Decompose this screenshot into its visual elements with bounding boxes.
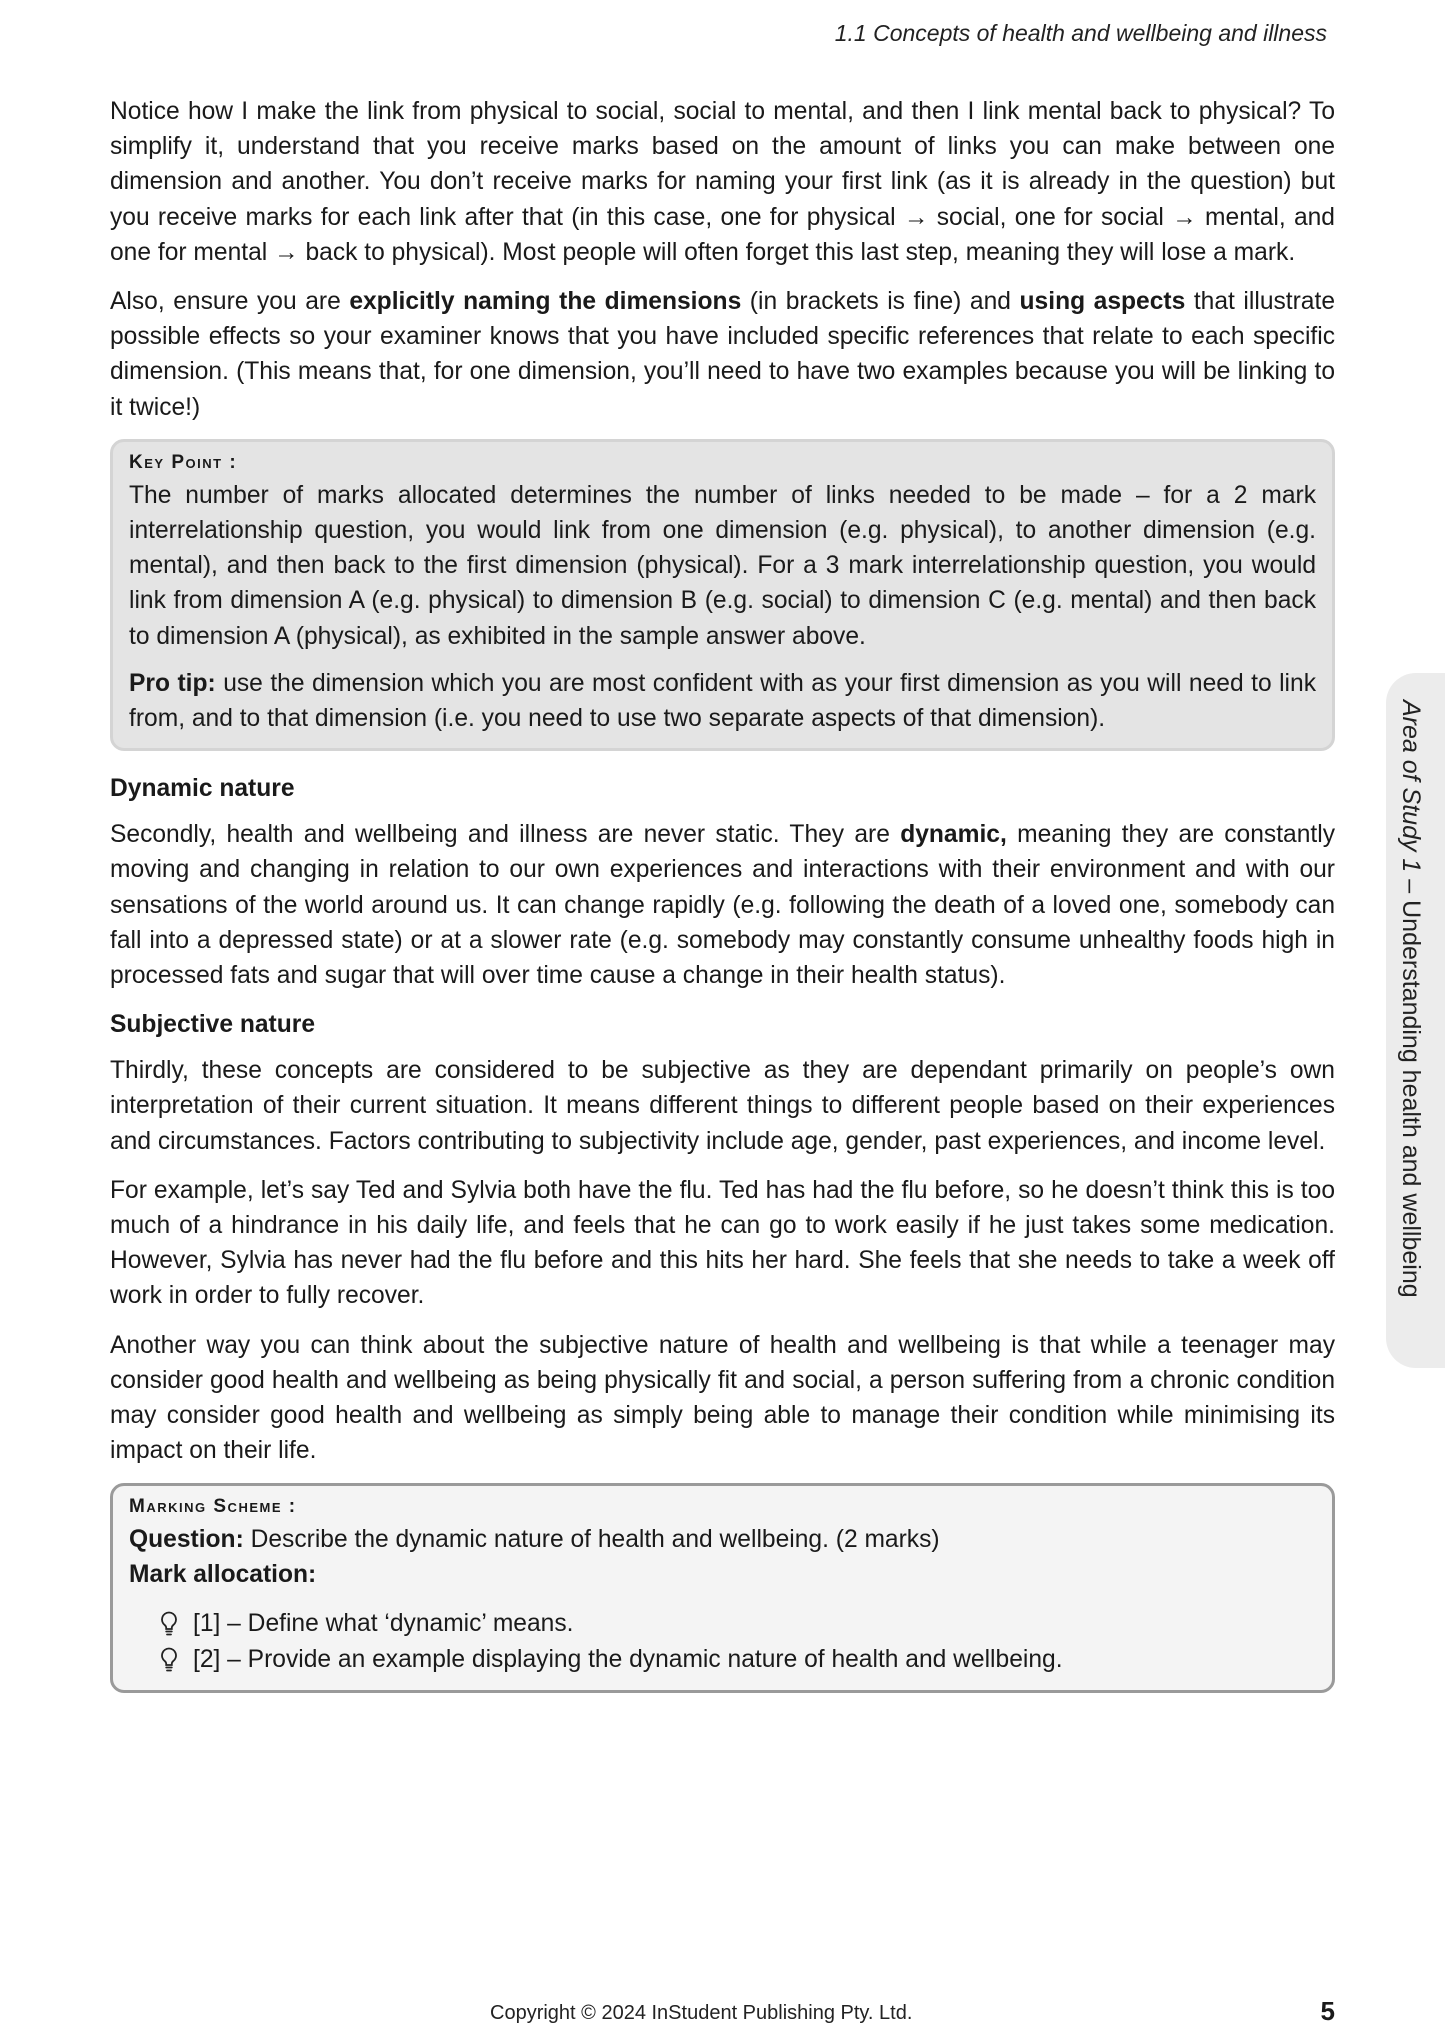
marking-scheme-box bbox=[110, 1483, 1335, 1693]
text-run: (in brackets is fine) and bbox=[741, 288, 1020, 316]
side-tab-italic: Area of Study 1 bbox=[1397, 700, 1425, 873]
question-label: Question: bbox=[129, 1525, 244, 1553]
lightbulb-icon bbox=[159, 1611, 179, 1637]
dynamic-heading: Dynamic nature bbox=[110, 775, 295, 803]
bold-run: using aspects bbox=[1019, 288, 1186, 316]
lightbulb-icon bbox=[159, 1647, 179, 1673]
page-number: 5 bbox=[1320, 1996, 1335, 2026]
question-text: Describe the dynamic nature of health and wellbeing. (2 marks) bbox=[243, 1525, 940, 1553]
key-point-label: Key Point : bbox=[129, 451, 238, 473]
dimensions-paragraph bbox=[110, 284, 1335, 425]
page-content bbox=[110, 94, 1335, 1715]
question-line bbox=[129, 1522, 1316, 1557]
text-run: Secondly, health and wellbeing and illness are never static. They are bbox=[110, 821, 901, 849]
running-head: 1.1 Concepts of health and wellbeing and illness bbox=[834, 20, 1327, 46]
mark-allocation-text: Mark allocation: bbox=[129, 1560, 317, 1588]
mark-allocation-label bbox=[129, 1557, 1316, 1592]
marking-scheme-label: Marking Scheme : bbox=[129, 1495, 297, 1517]
list-item bbox=[159, 1642, 1316, 1678]
key-point-box bbox=[110, 439, 1335, 751]
list-item-text: [1] – Define what ‘dynamic’ means. bbox=[193, 1609, 574, 1637]
subjective-heading: Subjective nature bbox=[110, 1011, 316, 1039]
copyright: Copyright © 2024 InStudent Publishing Pty. Ltd. bbox=[490, 2002, 913, 2024]
subjective-paragraph-3: Another way you can think about the subjective nature of health and wellbeing is that while a teenager may consider good health and wellbeing as being physically fit and social, a person suffering from a chronic condition may consider good health and wellbeing as simply being able to manage their condition while minimising its impact on their life. bbox=[110, 1331, 1335, 1465]
list-item bbox=[159, 1606, 1316, 1642]
pro-tip-text: use the dimension which you are most confident with as your first dimension as you will need to link from, and to that dimension (i.e. you need to use two separate aspects of that dimension). bbox=[129, 669, 1316, 733]
subjective-paragraph-2: For example, let’s say Ted and Sylvia both have the flu. Ted has had the flu before, so he doesn’t think this is too much of a hindrance in his daily life, and feels that he can go to work easily if he just takes some medication. However, Sylvia has never had the flu before and this hits her hard. She feels that she needs to take a week off work in order to fully recover. bbox=[110, 1176, 1335, 1310]
key-point-text: The number of marks allocated determines the number of links needed to be made – for a 2 mark interrelationship question, you would link from one dimension (e.g. physical), to another dimension (e.g. mental), and then back to the first dimension (physical). For a 3 mark interrelationship question, you would link from dimension A (e.g. physical) to dimension B (e.g. social) to dimension C (e.g. mental) and then back to dimension A (physical), as exhibited in the sample answer above. bbox=[129, 481, 1316, 650]
text-run: Also, ensure you are bbox=[110, 288, 350, 316]
pro-tip bbox=[129, 666, 1316, 736]
intro-paragraph: Notice how I make the link from physical to social, social to mental, and then I link mental back to physical? To simplify it, understand that you receive marks based on the amount of links you can make between one dimension and another. You don’t receive marks for naming your first link (as it is already in the question) but you receive marks for each link after that (in this case, one for physical → social, one for social → mental, and one for mental → back to physical). Most people will often forget this last step, meaning they will lose a mark. bbox=[110, 98, 1335, 266]
list-item-text: [2] – Provide an example displaying the dynamic nature of health and wellbeing. bbox=[193, 1645, 1063, 1673]
dynamic-paragraph bbox=[110, 817, 1335, 993]
side-tab-rest: – Understanding health and wellbeing bbox=[1397, 872, 1425, 1298]
mark-allocation-list bbox=[129, 1606, 1316, 1678]
bold-run: explicitly naming the dimensions bbox=[349, 288, 742, 316]
bold-run: dynamic, bbox=[900, 821, 1007, 849]
footer bbox=[0, 1996, 1445, 2032]
text-run: that illustrate possible effects so your examiner knows that you have included specific references that relate to each specific dimension. (This means that, for one dimension, you’ll need to have two examples because you will be linking to it twice!) bbox=[110, 288, 1335, 421]
pro-tip-label: Pro tip: bbox=[129, 669, 216, 697]
side-tab-label bbox=[1391, 700, 1431, 1340]
text-run: meaning they are constantly moving and changing in relation to our own experiences and interactions with their environment and with our sensations of the world around us. It can change rapidly (e.g. following the death of a loved one, somebody can fall into a depressed state) or at a slower rate (e.g. somebody may constantly consume unhealthy foods high in processed fats and sugar that will over time cause a change in their health status). bbox=[110, 821, 1335, 990]
subjective-paragraph-1: Thirdly, these concepts are considered to be subjective as they are dependant primarily on people’s own interpretation of their current situation. It means different things to different people based on their experiences and circumstances. Factors contributing to subjectivity include age, gender, past experiences, and income level. bbox=[110, 1057, 1335, 1155]
